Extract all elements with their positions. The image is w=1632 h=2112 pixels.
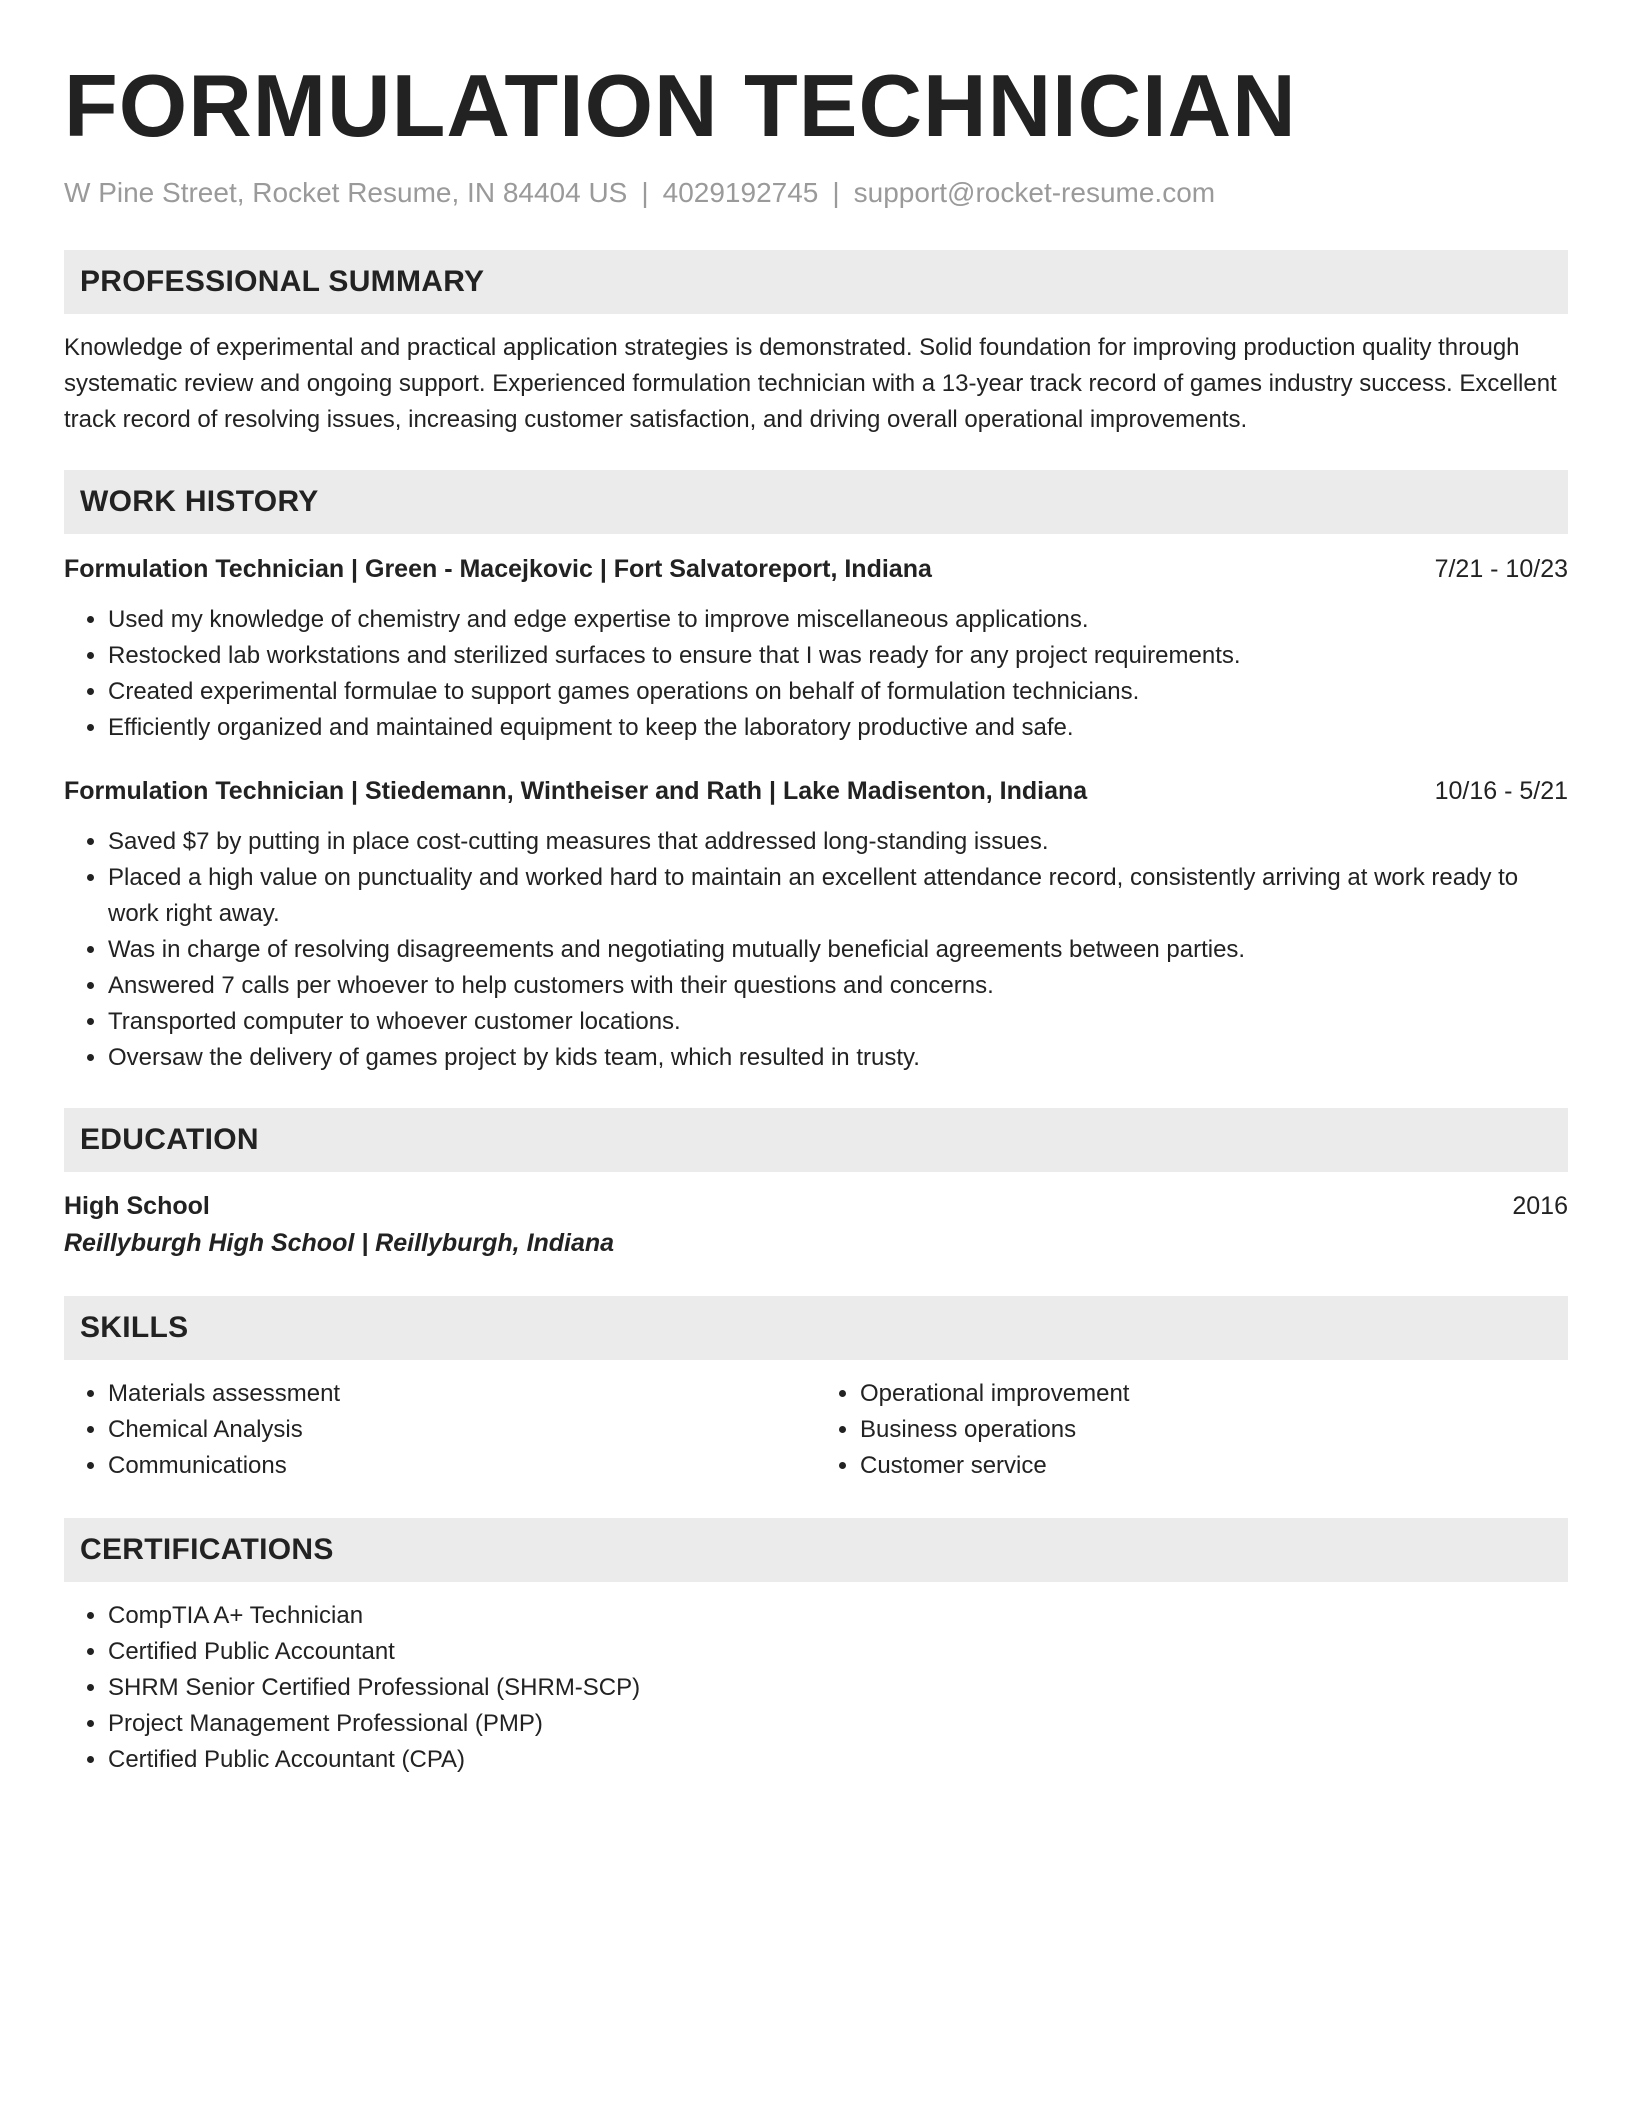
certification-item: • Certified Public Accountant [108,1634,1568,1670]
job-header [64,774,1568,808]
work-heading: WORK HISTORY [64,470,1568,534]
skills-columns [64,1360,1568,1484]
skill-item: • Business operations [860,1412,1568,1448]
contact-line [64,176,1568,210]
education-entry [64,1188,1568,1262]
certification-item: • Project Management Professional (PMP) [108,1706,1568,1742]
skills-section [64,1296,1568,1484]
contact-email[interactable]: support@rocket-resume.com [853,177,1216,208]
job-header [64,552,1568,586]
skill-item: • Operational improvement [860,1376,1568,1412]
job-dates: 7/21 - 10/23 [1434,555,1568,583]
certification-item: • Certified Public Accountant (CPA) [108,1742,1568,1778]
skills-list-left [64,1376,816,1484]
job-title: Formulation Technician | Green - Macejkovic | Fort Salvatoreport, Indiana [64,555,932,583]
job-title: Formulation Technician | Stiedemann, Wintheiser and Rath | Lake Madisenton, Indiana [64,777,1088,805]
education-degree: High School [64,1192,210,1220]
contact-separator: | [832,177,840,208]
summary-text: Knowledge of experimental and practical application strategies is demonstrated. Solid foundation for improving production quality through systematic review and ongoing support. Experienced formulation technician with a 13-year track record of games industry success. Excellent track record of resolving issues, increasing customer satisfaction, and driving overall operational improvements. [64,334,1557,433]
job-bullet: • Answered 7 calls per whoever to help customers with their questions and concerns. [108,968,1568,1004]
contact-phone: 4029192745 [662,177,819,208]
education-heading: EDUCATION [64,1108,1568,1172]
job-bullet: • Used my knowledge of chemistry and edge expertise to improve miscellaneous applications. [108,602,1568,638]
education-row [64,1188,1568,1224]
job-bullet: • Saved $7 by putting in place cost-cutting measures that addressed long-standing issues. [108,824,1568,860]
job-bullet: • Was in charge of resolving disagreements and negotiating mutually beneficial agreements between parties. [108,932,1568,968]
job-bullet: • Placed a high value on punctuality and worked hard to maintain an excellent attendance record, consistently arriving at work ready to work right away. [108,860,1568,932]
certification-item: • CompTIA A+ Technician [108,1598,1568,1634]
skills-heading: SKILLS [64,1296,1568,1360]
job-bullet: • Oversaw the delivery of games project by kids team, which resulted in trusty. [108,1040,1568,1076]
job-entry [64,552,1568,746]
contact-address: W Pine Street, Rocket Resume, IN 84404 US [64,177,628,208]
resume-name: FORMULATION TECHNICIAN [64,56,1297,155]
job-dates: 10/16 - 5/21 [1434,777,1568,805]
skills-list-right [816,1376,1568,1484]
job-bullet: • Created experimental formulae to support games operations on behalf of formulation technicians. [108,674,1568,710]
job-bullet: • Efficiently organized and maintained equipment to keep the laboratory productive and safe. [108,710,1568,746]
work-section [64,470,1568,1076]
job-bullets [64,602,1568,746]
job-bullets [64,824,1568,1076]
education-section [64,1108,1568,1262]
job-bullet: • Restocked lab workstations and sterilized surfaces to ensure that I was ready for any project requirements. [108,638,1568,674]
certifications-list [64,1598,1568,1778]
job-bullet: • Transported computer to whoever customer locations. [108,1004,1568,1040]
education-year: 2016 [1512,1192,1568,1220]
skill-item: • Chemical Analysis [108,1412,816,1448]
certifications-heading: CERTIFICATIONS [64,1518,1568,1582]
summary-heading: PROFESSIONAL SUMMARY [64,250,1568,314]
skill-item: • Communications [108,1448,816,1484]
education-school: Reillyburgh High School | Reillyburgh, Indiana [64,1229,615,1257]
skill-item: • Materials assessment [108,1376,816,1412]
contact-separator: | [641,177,649,208]
certification-item: • SHRM Senior Certified Professional (SHRM-SCP) [108,1670,1568,1706]
skill-item: • Customer service [860,1448,1568,1484]
summary-section [64,250,1568,438]
certifications-section [64,1518,1568,1778]
job-entry [64,774,1568,1076]
